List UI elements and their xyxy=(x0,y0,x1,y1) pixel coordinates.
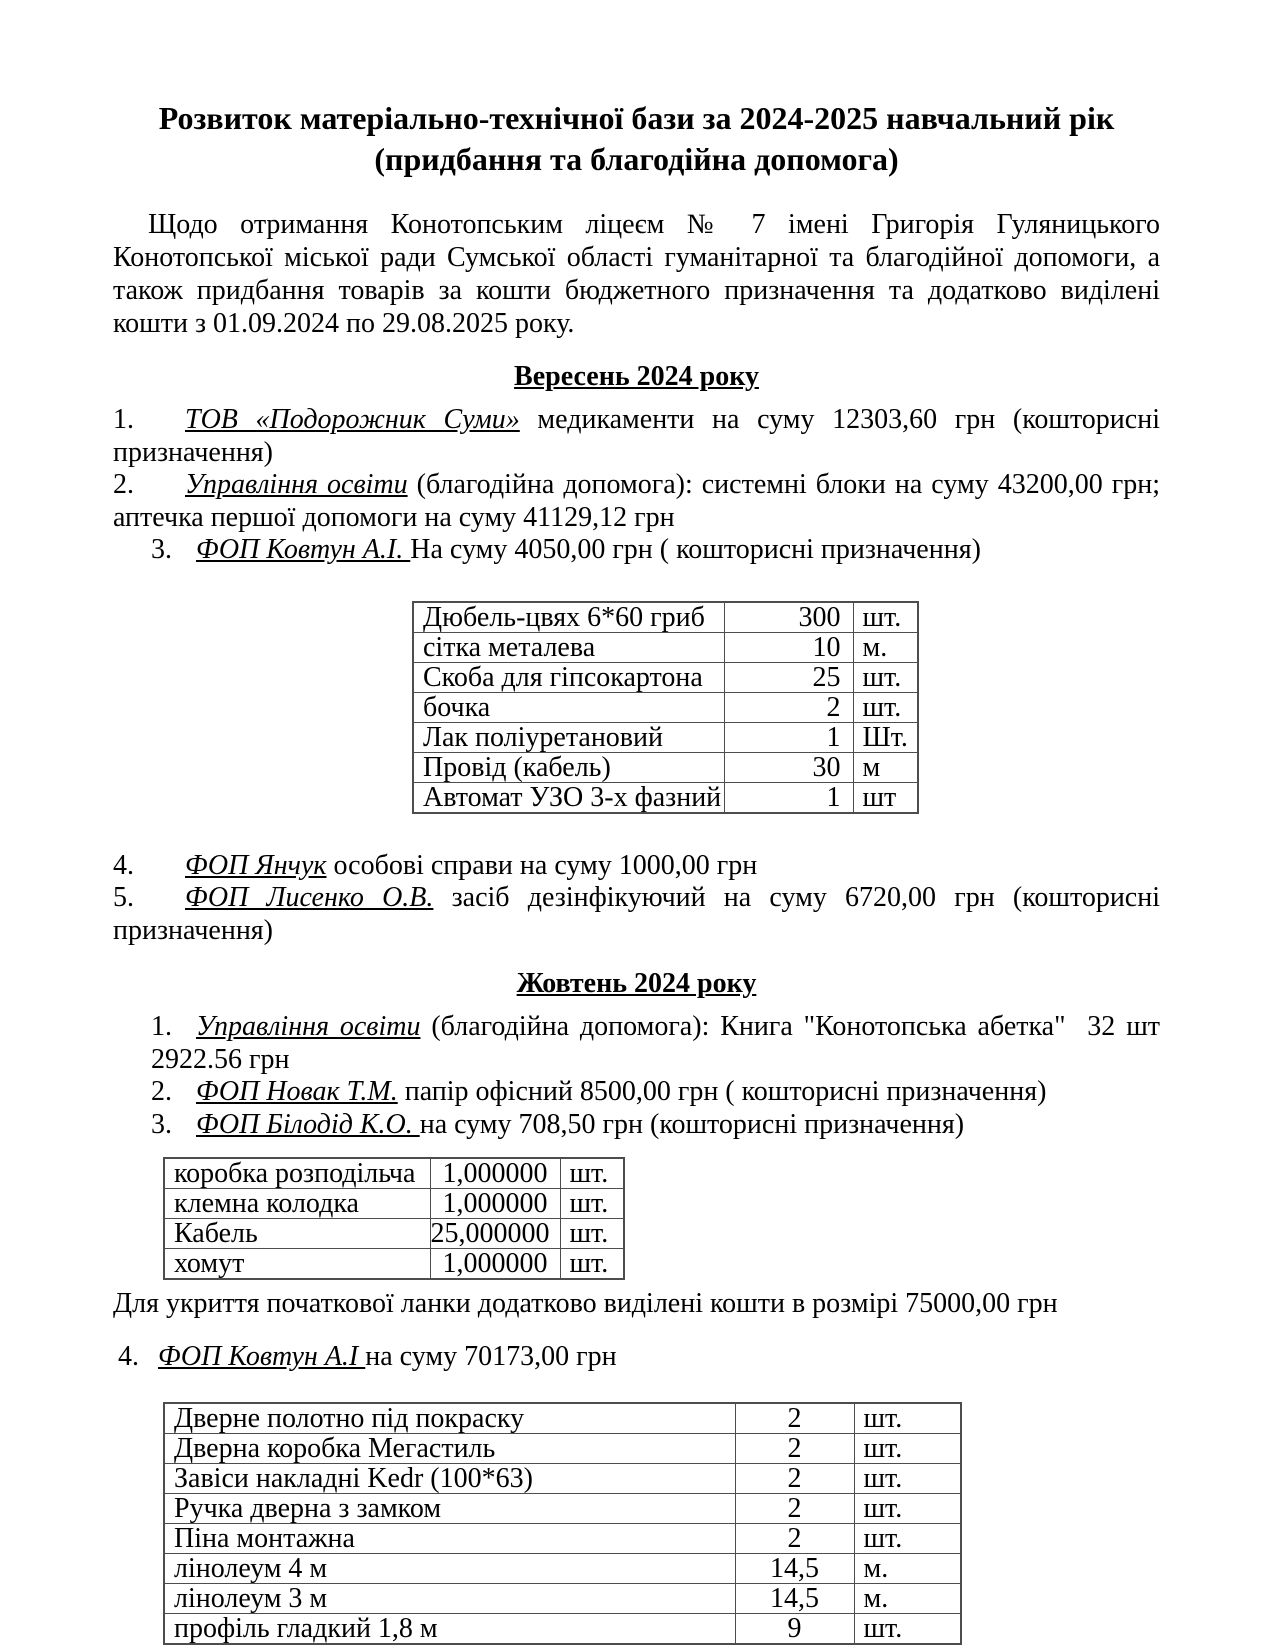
table-row xyxy=(413,752,918,782)
quantity-cell: 2 xyxy=(735,1463,854,1493)
unit-cell: шт. xyxy=(853,692,918,722)
item-text: (благодійна допомога): Книга "Конотопська абетка" 32 шт 2922.56 грн xyxy=(151,1011,1167,1075)
item-name-cell: Дверне полотно під покраску xyxy=(164,1403,735,1434)
item-number: 4. xyxy=(113,849,134,881)
unit-cell: шт xyxy=(853,782,918,813)
item-name-cell: коробка розподільча xyxy=(164,1158,430,1189)
item-name-cell: Дюбель-цвях 6*60 гриб xyxy=(413,602,724,633)
item-name-cell: бочка xyxy=(413,692,724,722)
list-item xyxy=(151,1076,1160,1109)
item-number: 2. xyxy=(113,469,134,500)
quantity-cell: 1,000000 xyxy=(430,1249,560,1280)
item-number: 1. xyxy=(113,404,134,435)
unit-cell: шт. xyxy=(853,662,918,692)
quantity-cell: 10 xyxy=(724,632,853,662)
unit-cell: шт. xyxy=(854,1403,961,1434)
unit-cell: шт. xyxy=(560,1219,624,1249)
september-materials-table xyxy=(412,601,919,814)
document-title-line1: Розвиток матеріально-технічної бази за 2024-2025 навчальний рік xyxy=(158,100,1115,136)
quantity-cell: 14,5 xyxy=(735,1583,854,1613)
item-text: засіб дезінфікуючий на суму 6720,00 грн (кошторисні призначення) xyxy=(113,882,1168,946)
item-text: медикаменти на суму 12303,60 грн (кошторисні призначення) xyxy=(113,404,1167,468)
table-row xyxy=(413,632,918,662)
list-item xyxy=(113,404,1167,469)
quantity-cell: 2 xyxy=(724,692,853,722)
list-item xyxy=(151,1011,1167,1076)
quantity-cell: 30 xyxy=(724,752,853,782)
quantity-cell: 1 xyxy=(724,722,853,752)
item-text: На суму 4050,00 грн ( кошторисні призначення) xyxy=(410,534,981,565)
item-number: 3. xyxy=(151,534,172,565)
table-row xyxy=(413,662,918,692)
unit-cell: шт. xyxy=(853,602,918,633)
quantity-cell: 1,000000 xyxy=(430,1189,560,1219)
october-materials-table-2 xyxy=(163,1402,962,1645)
additional-funds-note: Для укриття початкової ланки додатково виділені кошти в розмірі 75000,00 грн xyxy=(113,1288,1058,1319)
vendor-name: ФОП Лисенко О.В. xyxy=(185,882,434,913)
quantity-cell: 25,000000 xyxy=(430,1219,560,1249)
item-name-cell: Лак поліуретановий xyxy=(413,722,724,752)
item-name-cell: лінолеум 4 м xyxy=(164,1553,735,1583)
item-name-cell: клемна колодка xyxy=(164,1189,430,1219)
table-row xyxy=(164,1523,961,1553)
item-number: 5. xyxy=(113,882,134,913)
item-name-cell: Автомат УЗО 3-х фазний xyxy=(413,782,724,813)
list-item xyxy=(113,850,1160,883)
quantity-cell: 300 xyxy=(724,602,853,633)
unit-cell: Шт. xyxy=(853,722,918,752)
item-text: на суму 70173,00 грн xyxy=(365,1341,617,1372)
list-item xyxy=(151,534,1160,567)
september-list xyxy=(113,404,1167,567)
item-name-cell: сітка металева xyxy=(413,632,724,662)
item-name-cell: Завіси накладні Kedr (100*63) xyxy=(164,1463,735,1493)
item-name-cell: хомут xyxy=(164,1249,430,1280)
vendor-name: ФОП Янчук xyxy=(185,849,327,881)
vendor-name: ТОВ «Подорожник Суми» xyxy=(185,404,520,435)
vendor-name: ФОП Новак Т.М. xyxy=(196,1076,398,1107)
table-row xyxy=(164,1553,961,1583)
item-name-cell: Піна монтажна xyxy=(164,1523,735,1553)
table-row xyxy=(164,1403,961,1434)
quantity-cell: 1,000000 xyxy=(430,1158,560,1189)
item-number: 2. xyxy=(151,1076,172,1107)
table-row xyxy=(164,1158,624,1189)
item-name-cell: Провід (кабель) xyxy=(413,752,724,782)
table-row xyxy=(164,1249,624,1280)
item-name-cell: лінолеум 3 м xyxy=(164,1583,735,1613)
document-title xyxy=(113,98,1160,180)
vendor-name: Управління освіти xyxy=(196,1011,421,1042)
item-text: особові справи на суму 1000,00 грн xyxy=(326,849,758,881)
vendor-name: ФОП Ковтун А.І. xyxy=(196,534,411,565)
section-heading-september xyxy=(113,360,1160,393)
october-materials-table-1 xyxy=(163,1157,625,1280)
item-text: (благодійна допомога): системні блоки на суму 43200,00 грн; аптечка першої допомоги на суму 41129,12 грн xyxy=(113,469,1167,533)
item-name-cell: Дверна коробка Мегастиль xyxy=(164,1433,735,1463)
vendor-name: Управління освіти xyxy=(185,469,408,500)
table-row xyxy=(164,1189,624,1219)
october-list xyxy=(113,1011,1167,1141)
unit-cell: шт. xyxy=(560,1249,624,1280)
intro-paragraph: Щодо отримання Конотопським ліцеєм № 7 імені Григорія Гуляницького Конотопської міської ради Сумської області гуманітарної та благодійної допомоги, а також придбання товарів за кошти бюджетного призначення та додатково виділені кошти з 01.09.2024 по 29.08.2025 року. xyxy=(113,209,1160,339)
table-row xyxy=(413,602,918,633)
september-list-continued xyxy=(113,849,1168,948)
table-row xyxy=(164,1463,961,1493)
table-row xyxy=(164,1583,961,1613)
section-heading-october xyxy=(113,967,1160,1000)
table-row xyxy=(413,722,918,752)
unit-cell: шт. xyxy=(854,1463,961,1493)
list-item xyxy=(118,1341,1160,1374)
vendor-name: ФОП Ковтун А.І xyxy=(158,1341,366,1372)
unit-cell: шт. xyxy=(560,1189,624,1219)
item-name-cell: профіль гладкий 1,8 м xyxy=(164,1613,735,1644)
list-item xyxy=(151,1109,1160,1142)
table-row xyxy=(164,1219,624,1249)
unit-cell: шт. xyxy=(854,1433,961,1463)
unit-cell: м. xyxy=(854,1583,961,1613)
quantity-cell: 14,5 xyxy=(735,1553,854,1583)
table-row xyxy=(164,1433,961,1463)
list-item xyxy=(113,469,1167,534)
item-text: папір офісний 8500,00 грн ( кошторисні призначення) xyxy=(397,1076,1047,1107)
quantity-cell: 1 xyxy=(724,782,853,813)
quantity-cell: 2 xyxy=(735,1403,854,1434)
table-row xyxy=(413,692,918,722)
section-heading-october-text: Жовтень 2024 року xyxy=(516,968,757,999)
item-text: на суму 708,50 грн (кошторисні призначення) xyxy=(419,1108,965,1140)
section-heading-september-text: Вересень 2024 року xyxy=(514,361,759,392)
table-row xyxy=(164,1493,961,1523)
item-name-cell: Ручка дверна з замком xyxy=(164,1493,735,1523)
unit-cell: м. xyxy=(854,1553,961,1583)
unit-cell: м. xyxy=(853,632,918,662)
document-title-line2: (придбання та благодійна допомога) xyxy=(374,141,899,177)
quantity-cell: 9 xyxy=(735,1613,854,1644)
unit-cell: шт. xyxy=(854,1613,961,1644)
table-row xyxy=(413,782,918,813)
item-name-cell: Кабель xyxy=(164,1219,430,1249)
quantity-cell: 2 xyxy=(735,1523,854,1553)
item-number: 4. xyxy=(118,1341,139,1372)
item-number: 3. xyxy=(151,1108,172,1140)
unit-cell: шт. xyxy=(854,1493,961,1523)
quantity-cell: 2 xyxy=(735,1433,854,1463)
table-row xyxy=(164,1613,961,1644)
unit-cell: шт. xyxy=(854,1523,961,1553)
quantity-cell: 2 xyxy=(735,1493,854,1523)
list-item xyxy=(113,882,1168,947)
item-number: 1. xyxy=(151,1011,172,1042)
unit-cell: шт. xyxy=(560,1158,624,1189)
quantity-cell: 25 xyxy=(724,662,853,692)
vendor-name: ФОП Білодід К.О. xyxy=(196,1108,420,1140)
item-name-cell: Скоба для гіпсокартона xyxy=(413,662,724,692)
unit-cell: м xyxy=(853,752,918,782)
